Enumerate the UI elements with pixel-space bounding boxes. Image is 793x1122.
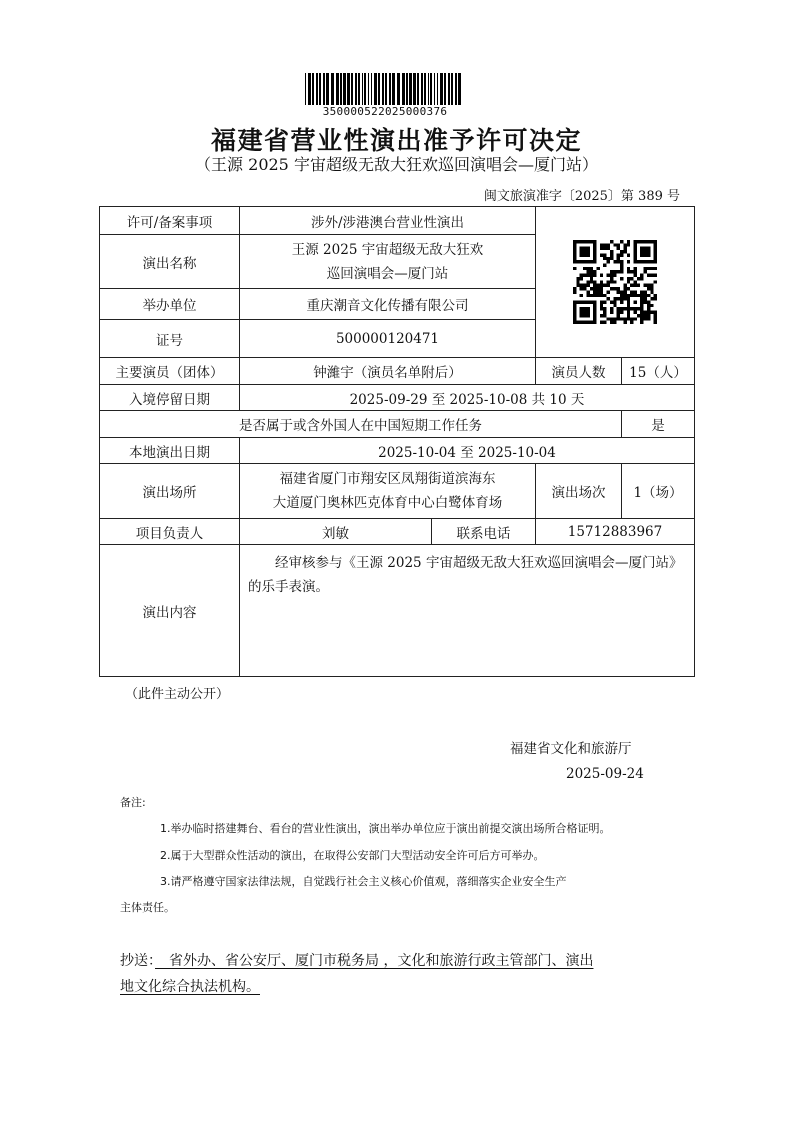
show-name-line2: 巡回演唱会—厦门站 [326,265,449,282]
show-name-label: 演出名称 [100,235,240,289]
barcode-image [305,73,465,105]
content-label: 演出内容 [100,545,240,677]
entry-stay-value: 2025-09-29 至 2025-10-08 共 10 天 [240,385,695,411]
manager-value: 刘敏 [240,519,432,545]
sessions-value: 1（场） [622,464,695,519]
short-term-work-value: 是 [622,411,695,438]
sessions-label: 演出场次 [536,464,622,519]
note-item-1: 1.举办临时搭建舞台、看台的营业性演出，演出举办单位应于演出前提交演出场所合格证明。 [160,822,611,835]
organizer-label: 举办单位 [100,289,240,320]
phone-label: 联系电话 [432,519,536,545]
cert-no-value: 500000120471 [240,320,536,358]
short-term-work-label: 是否属于或含外国人在中国短期工作任务 [100,411,622,438]
permit-table [99,206,695,677]
organizer-value: 重庆潮音文化传播有限公司 [240,289,536,320]
issue-date: 2025-09-24 [566,766,644,782]
cc-recipients-line2: 地文化综合执法机构。 [120,979,260,995]
permit-type-value: 涉外/涉港澳台营业性演出 [240,207,536,235]
document-subtitle: （王源 2025 宇宙超级无敌大狂欢巡回演唱会—厦门站） [195,155,598,174]
performers-label: 主要演员（团体） [100,358,240,385]
note-item-3: 3.请严格遵守国家法律法规，自觉践行社会主义核心价值观，落细落实企业安全生产 [160,875,567,888]
local-dates-label: 本地演出日期 [100,438,240,464]
performer-count-value: 15（人） [622,358,695,385]
venue-value [240,464,536,519]
performers-value: 钟濰宇（演员名单附后） [240,358,536,385]
barcode-number: 350000522025000376 [322,105,448,118]
cc-recipients-line1: 省外办、省公安厅、厦门市税务局 ，文化和旅游行政主管部门、演出 [155,953,594,969]
cc-label: 抄送： [120,953,155,969]
show-name-line1: 王源 2025 宇宙超级无敌大狂欢 [291,241,484,258]
notes-title: 备注: [120,796,146,809]
note-item-3-continued: 主体责任。 [120,901,175,914]
qr-code-image [573,240,657,324]
cc-section [120,948,680,1000]
cert-no-label: 证号 [100,320,240,358]
local-dates-value: 2025-10-04 至 2025-10-04 [240,438,695,464]
venue-label: 演出场所 [100,464,240,519]
venue-line1: 福建省厦门市翔安区凤翔街道滨海东 [279,471,496,487]
issuing-authority: 福建省文化和旅游厅 [510,741,632,757]
performer-count-label: 演员人数 [536,358,622,385]
manager-label: 项目负责人 [100,519,240,545]
venue-line2: 大道厦门奥林匹克体育中心白鹭体育场 [272,495,503,511]
permit-type-label: 许可/备案事项 [100,207,240,235]
entry-stay-label: 入境停留日期 [100,385,240,411]
qr-code-cell [536,207,695,358]
show-name-value [240,235,536,289]
content-value: 经审核参与《王源 2025 宇宙超级无敌大狂欢巡回演唱会—厦门站》的乐手表演。 [240,545,695,677]
document-title: 福建省营业性演出准予许可决定 [210,126,582,155]
public-disclosure-note: （此件主动公开） [125,687,230,702]
document-number: 闽文旅演准字〔2025〕第 389 号 [483,189,680,204]
note-item-2: 2.属于大型群众性活动的演出，在取得公安部门大型活动安全许可后方可举办。 [160,849,545,862]
phone-value: 15712883967 [536,519,695,545]
